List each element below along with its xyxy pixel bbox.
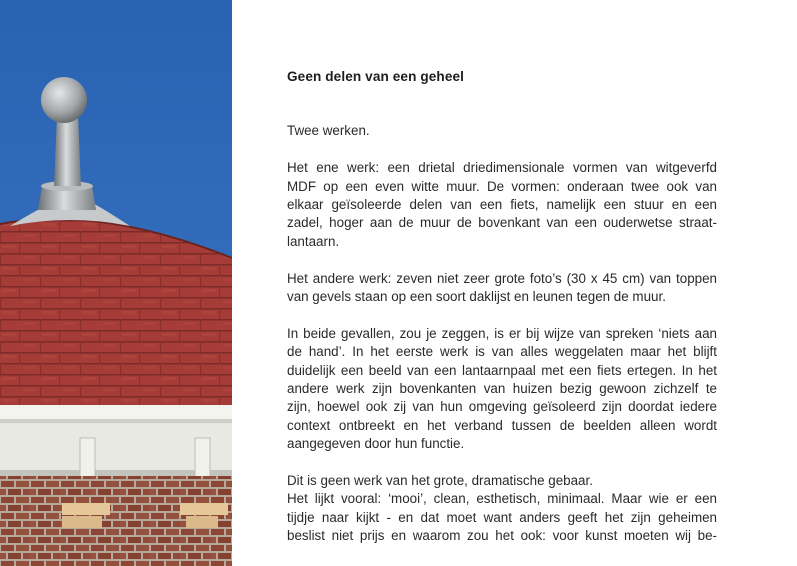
intro-paragraph — [287, 122, 717, 140]
text-line: van gevels staan op een soort daklijst en leunen tegen de muur. — [287, 289, 666, 305]
text-line: Twee werken. — [287, 123, 370, 139]
text-line: duidelijk een beeld van een lantaarnpaal met een fiets ertegen. In het — [287, 362, 717, 378]
text-line: aangegeven door hun functie. — [287, 436, 465, 452]
paragraph-2 — [287, 270, 717, 307]
text-line: context ontbreekt en het verband tussen de beelden alleen wordt — [287, 417, 717, 433]
paragraph-4 — [287, 472, 717, 546]
text-line: Dit is geen werk van het grote, dramatische gebaar. — [287, 473, 593, 489]
text-line: lantaarn. — [287, 233, 340, 249]
text-line: Het ene werk: een drietal driedimensionale vormen van witgeverfd — [287, 160, 717, 176]
paragraph-1 — [287, 159, 717, 251]
text-line: beslist niet prijs en waarom zou het ook: voor kunst moeten wij be- — [287, 528, 717, 544]
text-line: de hand’. In het eerste werk is van alles weggelaten maar het blijft — [287, 344, 717, 360]
text-line: tijdje naar kijkt - en dat moet want anders geeft het zijn geheimen — [287, 509, 717, 525]
text-line: elkaar geïsoleerde delen van een fiets, namelijk een stuur en een — [287, 197, 717, 213]
text-line: Het andere werk: zeven niet zeer grote foto’s (30 x 45 cm) van toppen — [287, 270, 717, 286]
article-text — [287, 68, 717, 546]
text-line: zadel, hoger aan de muur de bovenkant van een ouderwetse straat- — [287, 215, 717, 231]
article-title: Geen delen van een geheel — [287, 69, 465, 84]
paragraph-3 — [287, 325, 717, 454]
text-line: zijn, hoewel ook zij van hun omgeving geïsoleerd zijn doordat iedere — [287, 399, 717, 415]
text-line: andere werk zijn bovenkanten van huizen bezig gewoon zichzelf te — [287, 381, 717, 397]
roof-dome-photo — [0, 0, 232, 566]
text-line: In beide gevallen, zou je zeggen, is er bij wijze van spreken ‘niets aan — [287, 325, 717, 341]
roof-dome-illustration — [0, 0, 232, 566]
text-line: Het lijkt vooral: ‘mooi’, clean, esthetisch, minimaal. Maar wie er een — [287, 491, 717, 507]
text-line: MDF op een even witte muur. De vormen: onderaan twee ook van — [287, 178, 717, 194]
